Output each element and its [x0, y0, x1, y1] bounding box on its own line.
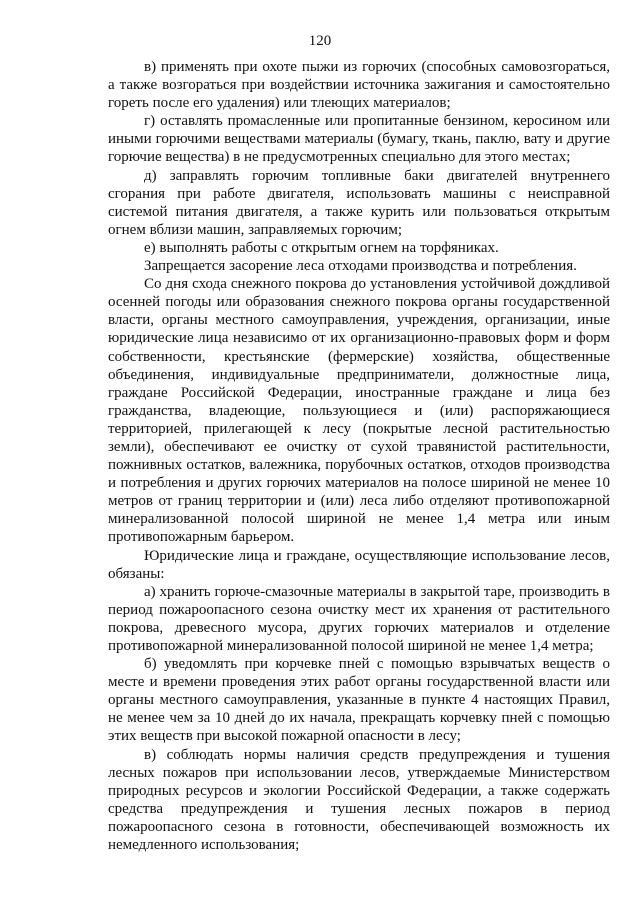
paragraph-clause-a-storage: а) хранить горюче-смазочные материалы в закрытой таре, производить в период пожароопасного сезона очистку мест их хранения от растительного покрова, древесного мусора, других горючих материалов и отделение противопожарной минерализованной полосой шириной не менее 1,4 метра; — [108, 583, 610, 654]
paragraph-clause-b-explosives: б) уведомлять при корчевке пней с помощью взрывчатых веществ о месте и времени проведения этих работ органы государственной власти или органы местного самоуправления, указанные в пункте 4 настоящих Правил, не менее чем за 10 дней до их начала, прекращать корчевку пней с помощью этих веществ при высокой пожарной опасности в лесу; — [108, 656, 610, 745]
paragraph-clause-e-peat: е) выполнять работы с открытым огнем на торфяниках. — [144, 239, 499, 256]
paragraph-obligations-intro: Юридические лица и граждане, осуществляющие использование лесов, обязаны: — [108, 547, 610, 582]
page-number: 120 — [308, 33, 332, 49]
document-body — [108, 58, 610, 854]
paragraph-cleanup-duty: Со дня схода снежного покрова до установления устойчивой дождливой осенней погоды или образования снежного покрова органы государственной власти, органы местного самоуправления, учреждения, организации, иные юридические лица независимо от их организационно-правовых форм и форм собственности, крестьянские (фермерские) хозяйства, общественные объединения, индивидуальные предприниматели, должностные лица, граждане Российской Федерации, иностранные граждане и лица без гражданства, владеющие, пользующиеся и (или) распоряжающиеся территорией, прилегающей к лесу (покрытые лесной растительностью земли), обеспечивают ее очистку от сухой травянистой растительности, пожнивных остатков, валежника, порубочных остатков, отходов производства и потребления и других горючих материалов на полосе шириной не менее 10 метров от границ территории и (или) леса либо отделяют противопожарной минерализованной полосой шириной не менее 1,4 метра или иным противопожарным барьером. — [108, 276, 610, 546]
paragraph-clause-d-refueling: д) заправлять горючим топливные баки двигателей внутреннего сгорания при работе двигателя, использовать машины с неисправной системой питания двигателя, а также курить или пользоваться открытым огнем вблизи машин, заправляемых горючим; — [108, 167, 610, 238]
paragraph-clause-g-materials: г) оставлять промасленные или пропитанные бензином, керосином или иными горючими веществами материалы (бумагу, ткань, паклю, вату и другие горючие вещества) в не предусмотренных специально для этого местах; — [108, 113, 610, 166]
paragraph-littering-ban: Запрещается засорение леса отходами производства и потребления. — [144, 258, 577, 275]
paragraph-clause-v-norms: в) соблюдать нормы наличия средств предупреждения и тушения лесных пожаров при использовании лесов, утверждаемые Министерством природных ресурсов и экологии Российской Федерации, а также содержать средства предупреждения и тушения лесных пожаров в период пожароопасного сезона в готовности, обеспечивающей возможность их немедленного использования; — [108, 746, 610, 854]
paragraph-clause-v-hunting: в) применять при охоте пыжи из горючих (способных самовозгораться, а также возгораться при воздействии источника зажигания и самостоятельно гореть после его удаления) или тлеющих материалов; — [108, 59, 610, 112]
